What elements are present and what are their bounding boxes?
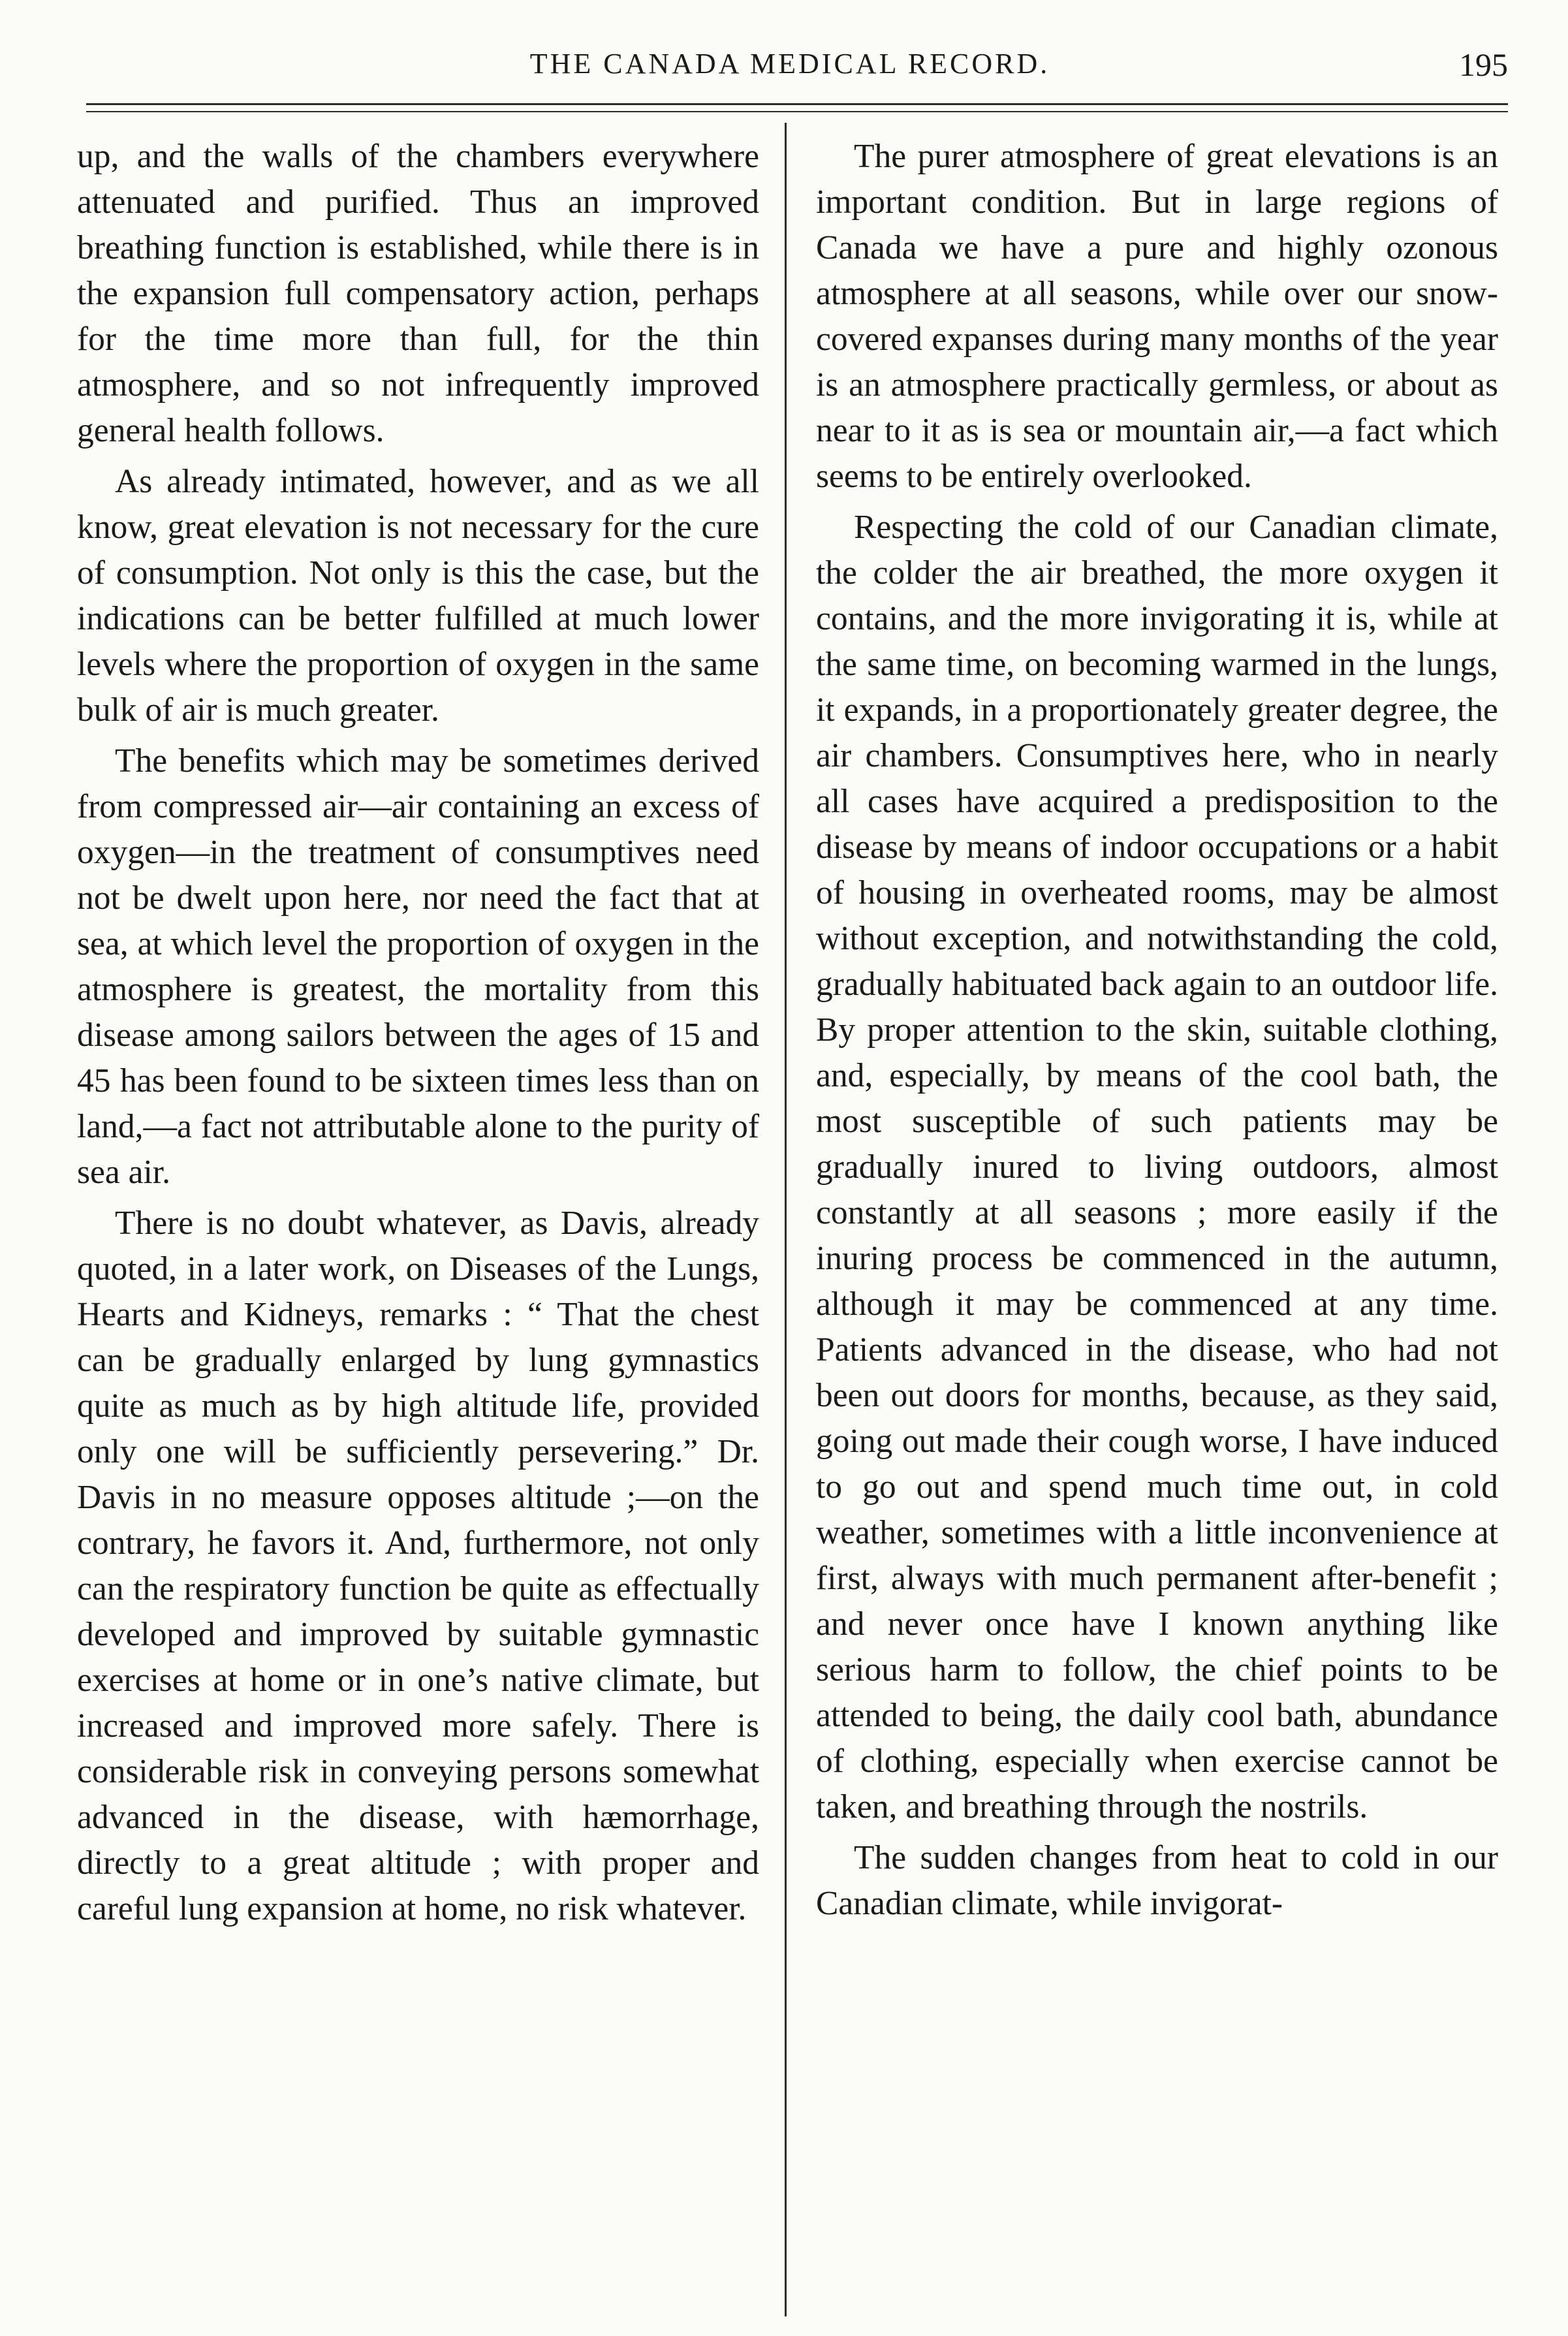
paragraph: The purer atmosphere of great elevations is an important condition. But in large regions of Canada we have a pure and highly ozonous atmosphere at all seasons, while over our snow-covered expanses during many months of the year is an atmosphere practically germless, or about as near to it as is sea or mountain air,—a fact which seems to be entirely overlooked. (816, 138, 1498, 495)
left-column (77, 134, 759, 1937)
header-rule (86, 103, 1508, 105)
page-number: 195 (1459, 46, 1508, 83)
paragraph: There is no doubt whatever, as Davis, already quoted, in a later work, on Diseases of the Lungs, Hearts and Kidneys, remarks : “ That the chest can be gradually enlarged by lung gymnastics quite as much as by high altitude life, provided only one will be sufficiently persevering.” Dr. Davis in no measure opposes altitude ;—on the contrary, he favors it. And, furthermore, not only can the respiratory function be quite as effectually developed and improved by suitable gymnastic exercises at home or in one’s native climate, but increased and improved more safely. There is considerable risk in conveying persons somewhat advanced in the disease, with hæmorrhage, directly to a great altitude ; with proper and careful lung expansion at home, no risk whatever. (77, 1205, 759, 1927)
page-header (72, 40, 1508, 93)
header-rule-thin (86, 111, 1508, 112)
paragraph: Respecting the cold of our Canadian climate, the colder the air breathed, the more oxygen it contains, and the more invigorating it is, while at the same time, on becoming warmed in the lungs, it expands, in a proportionately greater degree, the air chambers. Consumptives here, who in nearly all cases have acquired a predisposition to the disease by means of indoor occupations or a habit of housing in overheated rooms, may be almost without exception, and notwithstanding the cold, gradually habituated back again to an outdoor life. By proper attention to the skin, suitable clothing, and, especially, by means of the cool bath, the most susceptible of such patients may be gradually inured to living outdoors, almost constantly at all seasons ; more easily if the inuring process be commenced in the autumn, although it may be commenced at any time. Patients advanced in the disease, who had not been out doors for months, because, as they said, going out made their cough worse, I have induced to go out and spend much time out, in cold weather, sometimes with a little inconvenience at first, always with much permanent after-benefit ; and never once have I known anything like serious harm to follow, the chief points to be attended to being, the daily cool bath, abundance of clothing, especially when exercise cannot be taken, and breathing through the nostrils. (816, 509, 1498, 1825)
running-title: THE CANADA MEDICAL RECORD. (529, 48, 1050, 80)
right-column (816, 134, 1498, 1932)
paragraph: The benefits which may be sometimes derived from compressed air—air containing an excess of oxygen—in the treatment of consumptives need not be dwelt upon here, nor need the fact that at sea, at which level the proportion of oxygen in the atmosphere is greatest, the mortality from this disease among sailors between the ages of 15 and 45 has been found to be sixteen times less than on land,—a fact not attributable alone to the purity of sea air. (77, 742, 759, 1191)
column-divider (785, 123, 787, 2316)
paragraph: As already intimated, however, and as we all know, great elevation is not necessary for the cure of consumption. Not only is this the case, but the indications can be better fulfilled at much lower levels where the proportion of oxygen in the same bulk of air is much greater. (77, 463, 759, 729)
paragraph: up, and the walls of the chambers everywhere attenuated and purified. Thus an improved breathing function is established, while there is in the expansion full compensatory action, perhaps for the time more than full, for the thin atmosphere, and so not infrequently improved general health follows. (77, 138, 759, 449)
paragraph: The sudden changes from heat to cold in our Canadian climate, while invigorat- (816, 1839, 1498, 1922)
